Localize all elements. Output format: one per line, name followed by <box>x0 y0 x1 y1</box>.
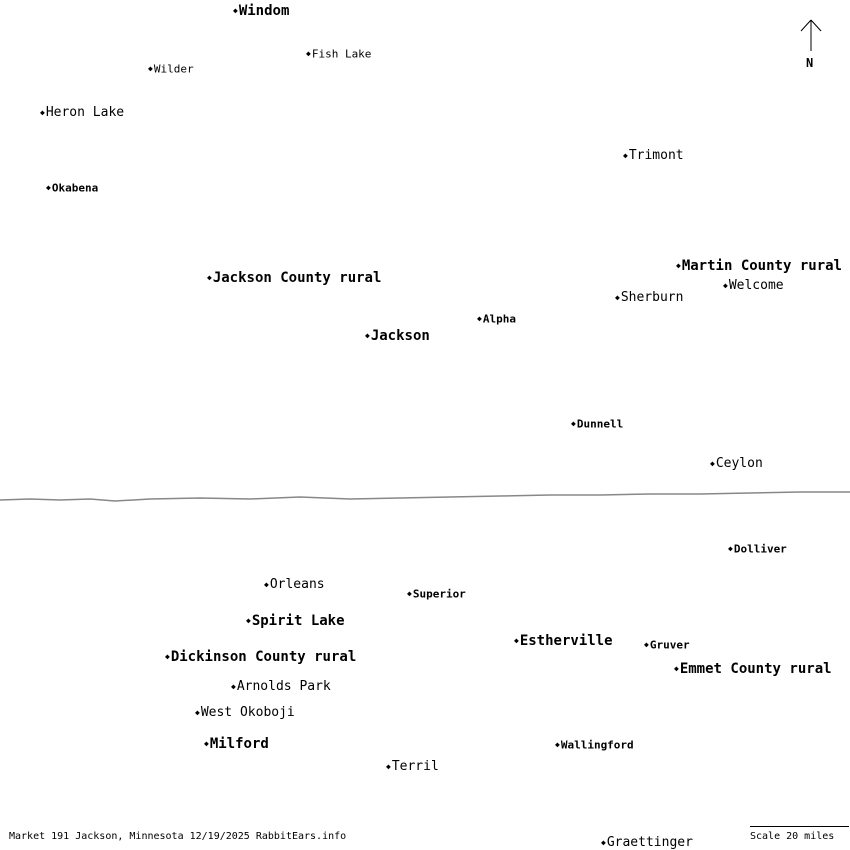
place-welcome <box>723 279 784 292</box>
place-label: Dickinson County rural <box>170 649 357 665</box>
place-arnolds-park <box>231 680 331 693</box>
place-label: Welcome <box>728 278 784 293</box>
place-label: Estherville <box>519 633 613 649</box>
place-marker-icon: ◆ <box>233 6 238 15</box>
place-label: Milford <box>209 736 269 752</box>
place-label: Wallingford <box>560 738 634 752</box>
place-label: Okabena <box>51 181 99 195</box>
place-marker-icon: ◆ <box>246 616 251 625</box>
place-marker-icon: ◆ <box>264 579 269 589</box>
place-label: Windom <box>238 3 290 19</box>
place-label: Spirit Lake <box>251 613 345 629</box>
place-marker-icon: ◆ <box>306 49 311 58</box>
place-emmet-county-rural <box>674 662 832 676</box>
place-marker-icon: ◆ <box>386 761 391 771</box>
place-label: Dolliver <box>733 542 787 556</box>
place-marker-icon: ◆ <box>601 837 606 847</box>
place-marker-icon: ◆ <box>723 280 728 290</box>
place-terril <box>386 760 439 773</box>
place-marker-icon: ◆ <box>615 292 620 302</box>
place-west-okoboji <box>195 706 295 719</box>
place-label: West Okoboji <box>200 705 295 720</box>
place-label: Emmet County rural <box>679 661 832 677</box>
place-jackson-county-rural <box>207 271 381 285</box>
place-jackson <box>365 329 430 343</box>
place-label: Superior <box>412 587 466 601</box>
place-marker-icon: ◆ <box>46 183 51 192</box>
place-marker-icon: ◆ <box>644 640 649 649</box>
place-label: Terril <box>391 759 439 774</box>
state-border-line <box>0 492 850 501</box>
place-fish-lake <box>306 48 371 60</box>
place-label: Jackson <box>370 328 430 344</box>
place-marker-icon: ◆ <box>477 314 482 323</box>
place-marker-icon: ◆ <box>231 681 236 691</box>
place-label: Graettinger <box>606 835 693 850</box>
place-gruver <box>644 639 690 651</box>
place-label: Heron Lake <box>45 105 125 120</box>
place-label: Ceylon <box>715 456 763 471</box>
place-okabena <box>46 182 98 194</box>
place-label: Sherburn <box>620 290 684 305</box>
place-marker-icon: ◆ <box>40 107 45 117</box>
place-marker-icon: ◆ <box>674 664 679 673</box>
place-label: Wilder <box>153 62 194 76</box>
place-wilder <box>148 63 194 75</box>
place-estherville <box>514 634 613 648</box>
place-marker-icon: ◆ <box>623 150 628 160</box>
place-label: Martin County rural <box>681 258 842 274</box>
place-marker-icon: ◆ <box>514 636 519 645</box>
place-marker-icon: ◆ <box>148 64 153 73</box>
place-marker-icon: ◆ <box>676 261 681 270</box>
map-footer: Market 191 Jackson, Minnesota 12/19/2025 RabbitEars.info <box>9 831 347 842</box>
place-martin-county-rural <box>676 259 842 273</box>
place-marker-icon: ◆ <box>710 458 715 468</box>
place-alpha <box>477 313 516 325</box>
place-dickinson-county-rural <box>165 650 356 664</box>
place-windom <box>233 4 289 18</box>
scale-bar <box>750 826 849 827</box>
place-label: Jackson County rural <box>212 270 382 286</box>
place-label: Trimont <box>628 148 684 163</box>
place-ceylon <box>710 457 763 470</box>
place-heron-lake <box>40 106 124 119</box>
place-trimont <box>623 149 684 162</box>
place-label: Alpha <box>482 312 516 326</box>
place-milford <box>204 737 269 751</box>
place-marker-icon: ◆ <box>555 740 560 749</box>
place-dunnell <box>571 418 623 430</box>
place-marker-icon: ◆ <box>407 589 412 598</box>
north-label: N <box>806 56 814 70</box>
place-label: Arnolds Park <box>236 679 331 694</box>
place-spirit-lake <box>246 614 345 628</box>
place-dolliver <box>728 543 787 555</box>
place-sherburn <box>615 291 683 304</box>
place-orleans <box>264 578 325 591</box>
place-marker-icon: ◆ <box>365 331 370 340</box>
place-marker-icon: ◆ <box>204 739 209 748</box>
place-graettinger <box>601 836 693 849</box>
place-marker-icon: ◆ <box>195 707 200 717</box>
place-label: Fish Lake <box>311 47 372 61</box>
scale-label: Scale 20 miles <box>750 831 835 842</box>
place-superior <box>407 588 466 600</box>
place-marker-icon: ◆ <box>728 544 733 553</box>
place-label: Dunnell <box>576 417 624 431</box>
place-marker-icon: ◆ <box>207 273 212 282</box>
place-marker-icon: ◆ <box>165 652 170 661</box>
place-wallingford <box>555 739 634 751</box>
place-label: Gruver <box>649 638 690 652</box>
place-label: Orleans <box>269 577 325 592</box>
place-marker-icon: ◆ <box>571 419 576 428</box>
